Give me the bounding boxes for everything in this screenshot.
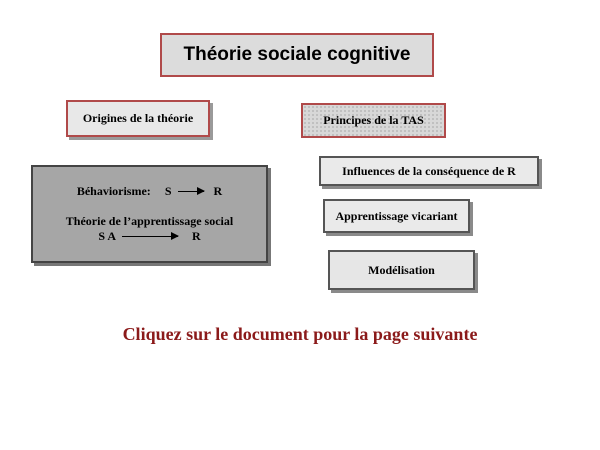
social-learning-row [98, 229, 200, 244]
response-r: R [213, 184, 223, 198]
behaviorism-row [77, 184, 222, 199]
arrow-icon [122, 236, 178, 237]
modeling-box[interactable]: Modélisation [328, 250, 475, 290]
arrow-icon [178, 191, 204, 192]
stimulus-sa: S A [98, 229, 116, 243]
page-title: Théorie sociale cognitive [160, 33, 434, 77]
social-learning-label: Théorie de l’apprentissage social [65, 214, 234, 228]
principles-box[interactable]: Principes de la TAS [301, 103, 446, 138]
behaviorism-label: Béhaviorisme: [76, 184, 151, 198]
consequence-influences-box[interactable]: Influences de la conséquence de R [319, 156, 539, 186]
origins-box[interactable]: Origines de la théorie [66, 100, 210, 137]
next-page-link[interactable]: Cliquez sur le document pour la page suivante [122, 324, 478, 344]
behaviorism-box[interactable] [31, 165, 268, 263]
vicarious-learning-box[interactable]: Apprentissage vicariant [323, 199, 470, 233]
stimulus-s: S [164, 184, 172, 198]
response-r2: R [192, 229, 201, 243]
